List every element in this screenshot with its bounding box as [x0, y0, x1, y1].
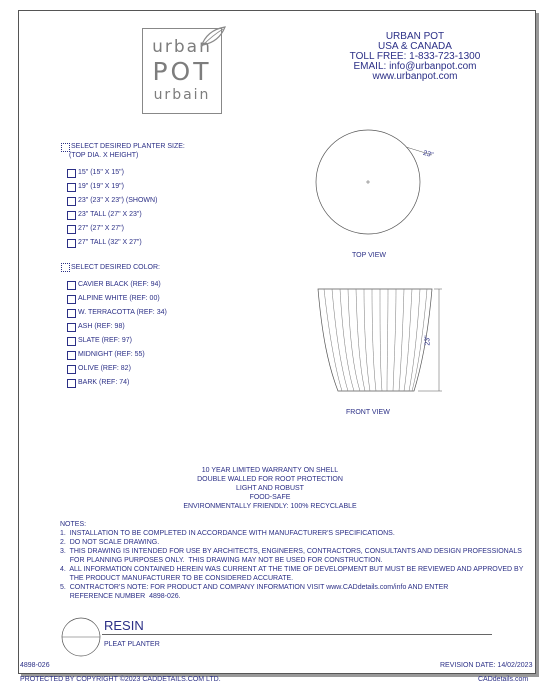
logo-word-urban: urban	[152, 37, 212, 57]
logo-word-pot: POT	[152, 57, 212, 86]
color-option-label: SLATE (REF: 97)	[78, 337, 132, 344]
top-view-label: TOP VIEW	[352, 252, 386, 259]
revision-date: REVISION DATE: 14/02/2023	[440, 662, 533, 669]
color-option-checkbox[interactable]	[67, 281, 76, 290]
note-line: 2. DO NOT SCALE DRAWING.	[60, 539, 160, 546]
notes-list	[60, 529, 523, 601]
note-line: 4. ALL INFORMATION CONTAINED HEREIN WAS CURRENT AT THE TIME OF DEVELOPMENT BUT MUST BE REVIEWED AND APPROVED BY	[60, 566, 524, 573]
front-view-dimension: 23"	[424, 335, 432, 346]
color-option-label: ASH (REF: 98)	[78, 323, 125, 330]
title-bubble	[60, 616, 102, 658]
logo-word-urbain: urbain	[153, 87, 211, 103]
urban-pot-logo	[142, 28, 222, 114]
color-option-label: OLIVE (REF: 82)	[78, 365, 131, 372]
note-line: 5. CONTRACTOR'S NOTE: FOR PRODUCT AND COMPANY INFORMATION VISIT www.CADdetails.com/info AND ENTER	[60, 584, 449, 591]
region: USA & CANADA	[378, 41, 452, 52]
contact-block	[330, 32, 500, 82]
size-option-checkbox[interactable]	[67, 197, 76, 206]
email[interactable]: EMAIL: info@urbanpot.com	[353, 61, 477, 72]
size-option-label: 23" (23" X 23") (SHOWN)	[78, 197, 158, 204]
top-view-drawing	[300, 115, 450, 265]
color-option-label: W. TERRACOTTA (REF: 34)	[78, 309, 167, 316]
front-view-label: FRONT VIEW	[346, 409, 390, 416]
note-line: 3. THIS DRAWING IS INTENDED FOR USE BY ARCHITECTS, ENGINEERS, CONTRACTORS, CONSULTANTS AND DESIGN PROFESSIONALS	[60, 548, 522, 555]
color-option-checkbox[interactable]	[67, 295, 76, 304]
size-option-checkbox[interactable]	[67, 211, 76, 220]
feature-line: FOOD-SAFE	[249, 494, 291, 501]
color-option-checkbox[interactable]	[67, 379, 76, 388]
size-heading: SELECT DESIRED PLANTER SIZE:	[71, 143, 185, 150]
leaf-icon	[199, 25, 227, 49]
copyright: PROTECTED BY COPYRIGHT ©2023 CADDETAILS.COM LTD.	[20, 676, 221, 683]
note-line: REFERENCE NUMBER 4898-026.	[60, 593, 181, 600]
note-line: 1. INSTALLATION TO BE COMPLETED IN ACCORDANCE WITH MANUFACTURER'S SPECIFICATIONS.	[60, 530, 395, 537]
color-option-label: CAVIER BLACK (REF: 94)	[78, 281, 161, 288]
detail-subtitle: PLEAT PLANTER	[104, 641, 160, 648]
notes-block	[42, 520, 524, 601]
size-option-checkbox[interactable]	[67, 183, 76, 192]
color-option-label: MIDNIGHT (REF: 55)	[78, 351, 145, 358]
color-option-checkbox[interactable]	[67, 309, 76, 318]
size-option-label: 15" (15" X 15")	[78, 169, 124, 176]
features-block	[150, 466, 390, 511]
color-section-checkbox[interactable]	[61, 263, 70, 272]
detail-title: RESIN	[104, 618, 144, 633]
caddetails-link[interactable]: CADdetails.com	[478, 676, 529, 683]
notes-title: NOTES:	[60, 521, 87, 528]
top-view-dimension: 23"	[422, 149, 435, 160]
title-underline	[102, 634, 492, 635]
size-option-label: 27" TALL (32" X 27")	[78, 239, 142, 246]
website[interactable]: www.urbanpot.com	[372, 71, 458, 82]
company-name: URBAN POT	[385, 31, 445, 42]
color-heading: SELECT DESIRED COLOR:	[71, 264, 160, 271]
size-option-label: 19" (19" X 19")	[78, 183, 124, 190]
feature-line: 10 YEAR LIMITED WARRANTY ON SHELL	[201, 467, 339, 474]
reference-number: 4898-026	[20, 662, 50, 669]
size-option-label: 27" (27" X 27")	[78, 225, 124, 232]
color-option-checkbox[interactable]	[67, 337, 76, 346]
color-option-checkbox[interactable]	[67, 365, 76, 374]
note-line: THE PRODUCT MANUFACTURER TO BE CONSIDERED ACCURATE.	[60, 575, 294, 582]
color-option-checkbox[interactable]	[67, 323, 76, 332]
size-option-checkbox[interactable]	[67, 225, 76, 234]
feature-line: ENVIRONMENTALLY FRIENDLY: 100% RECYCLABLE	[183, 503, 357, 510]
size-subheading: (TOP DIA. X HEIGHT)	[69, 152, 139, 159]
color-option-label: BARK (REF: 74)	[78, 379, 130, 386]
color-option-checkbox[interactable]	[67, 351, 76, 360]
size-option-checkbox[interactable]	[67, 239, 76, 248]
color-option-label: ALPINE WHITE (REF: 00)	[78, 295, 160, 302]
feature-line: DOUBLE WALLED FOR ROOT PROTECTION	[197, 476, 343, 483]
toll-free: TOLL FREE: 1-833-723-1300	[349, 51, 481, 62]
note-line: FOR PLANNING PURPOSES ONLY. THIS DRAWING MAY NOT BE USED FOR CONSTRUCTION.	[60, 557, 383, 564]
size-option-checkbox[interactable]	[67, 169, 76, 178]
size-option-label: 23" TALL (27" X 23")	[78, 211, 142, 218]
feature-line: LIGHT AND ROBUST	[236, 485, 304, 492]
